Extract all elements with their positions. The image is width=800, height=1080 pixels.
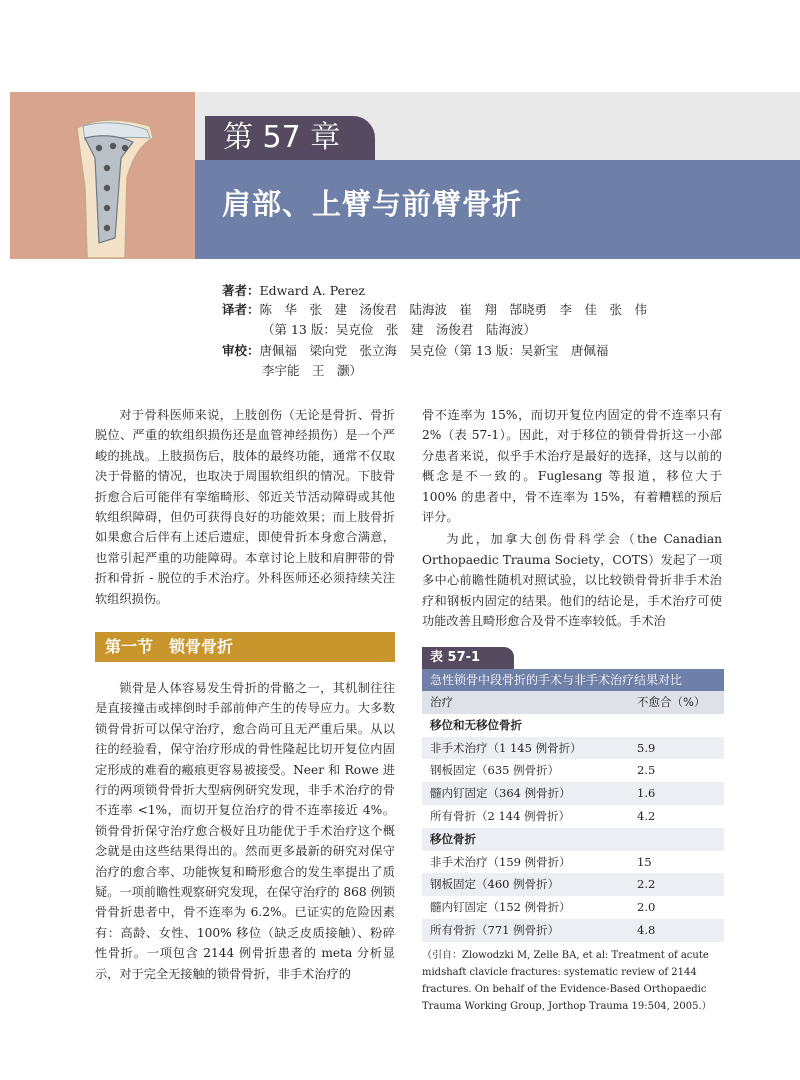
translator-line-2: （第 13 版：吴克俭 张 建 汤俊君 陆海波） bbox=[262, 322, 536, 337]
row-treatment: 非手术治疗（159 例骨折） bbox=[430, 854, 571, 869]
row-value: 4.8 bbox=[637, 922, 656, 937]
reviewer-line-2: 李宇能 王 灏） bbox=[262, 363, 363, 378]
author-label: 著者： bbox=[222, 283, 260, 298]
row-value: 2.2 bbox=[637, 877, 656, 892]
right-paragraph-2: 为此，加拿大创伤骨科学会（the Canadian Orthopaedic Trauma Society，COTS）发起了一项多中心前瞻性随机对照试验，以比较锁骨骨折非手术治疗和钢板内固定的结果。他们的结论是，手术治疗可使功能改善且畸形愈合及骨不连率较低。手术治 bbox=[422, 532, 722, 629]
row-value: 1.6 bbox=[637, 786, 656, 801]
right-column bbox=[422, 405, 722, 631]
table-label: 表 57-1 bbox=[422, 647, 514, 669]
row-value: 2.5 bbox=[637, 763, 656, 778]
table-row bbox=[422, 737, 724, 760]
reviewer-label: 审校： bbox=[222, 343, 260, 358]
table-source-note: （引自：Zlowodzki M, Zelle BA, et al: Treatment of acute midshaft clavicle fractures: systematic review of 2144 fractures. On behalf of the Evidence-Based Orthopaedic Trauma Working Group, Jorthop Trauma 19:504, 2005.） bbox=[422, 950, 712, 1012]
left-column-intro bbox=[95, 405, 395, 609]
table-row bbox=[422, 919, 724, 942]
table-header-row bbox=[422, 691, 724, 714]
chapter-number: 第 57 章 bbox=[205, 116, 375, 160]
reviewer-line bbox=[222, 341, 692, 360]
col-treatment-header: 治疗 bbox=[430, 695, 453, 709]
row-treatment: 钢板固定（635 例骨折） bbox=[430, 763, 560, 778]
author-name: Edward A. Perez bbox=[259, 283, 365, 298]
row-treatment: 非手术治疗（1 145 例骨折） bbox=[430, 740, 582, 755]
row-treatment: 所有骨折（771 例骨折） bbox=[430, 922, 560, 937]
row-value: 2.0 bbox=[637, 900, 656, 915]
author-line bbox=[222, 281, 692, 300]
left-column-section bbox=[95, 678, 395, 984]
col-nonunion-header: 不愈合（%） bbox=[637, 695, 706, 709]
table-row bbox=[422, 759, 724, 782]
translator-label: 译者： bbox=[222, 302, 260, 317]
bone-plate-illustration bbox=[55, 108, 175, 258]
table-row bbox=[422, 805, 724, 828]
row-value: 15 bbox=[637, 854, 652, 869]
intro-paragraph: 对于骨科医师来说，上肢创伤（无论是骨折、骨折脱位、严重的软组织损伤还是血管神经损伤）是一个严峻的挑战。上肢损伤后，肢体的最终功能，通常不仅取决于骨骼的情况，也取决于周围软组织的情况。下肢骨折愈合后可能伴有挛缩畸形、邻近关节活动障碍或其他软组织障碍，但仍可获得良好的功能效果；而上肢骨折如果愈合后伴有上述后遗症，即使骨折本身愈合满意，也常引起严重的功能障碍。本章讨论上肢和肩胛带的骨折和骨折 - 脱位的手术治疗。外科医师还必须持续关注软组织损伤。 bbox=[95, 408, 395, 606]
right-paragraph-1: 骨不连率为 15%，而切开复位内固定的骨不连率只有 2%（表 57-1）。因此，对于移位的锁骨骨折这一小部分患者来说，似乎手术治疗是最好的选择，这与以前的概念是不一致的。Fuglesang 等报道，移位大于 100% 的患者中，骨不连率为 15%，有着糟糕的预后评分。 bbox=[422, 408, 722, 525]
section-paragraph: 锁骨是人体容易发生骨折的骨骼之一，其机制往往是直接撞击或摔倒时手部前伸产生的传导应力。大多数锁骨骨折可以保守治疗，愈合尚可且无严重后果。从以往的经验看，保守治疗形成的骨性隆起比切开复位内固定形成的难看的瘢痕更容易被接受。Neer 和 Rowe 进行的两项锁骨骨折大型病例研究发现，非手术治疗的骨不连率 <1%，而切开复位治疗的骨不连率接近 4%。锁骨骨折保守治疗愈合极好且功能优于手术治疗这个概念就是由这些结果得出的。然而更多最新的研究对保守治疗的愈合率、功能恢复和畸形愈合的发生率提出了质疑。一项前瞻性观察研究发现，在保守治疗的 868 例锁骨骨折患者中，骨不连率为 6.2%。已证实的危险因素有：高龄、女性、100% 移位（缺乏皮质接触）、粉碎性骨折。一项包含 2144 例骨折患者的 meta 分析显示，对于完全无接触的锁骨骨折，非手术治疗的 bbox=[95, 681, 395, 981]
table-group-heading: 移位和无移位骨折 bbox=[422, 714, 724, 737]
table-row bbox=[422, 873, 724, 896]
row-treatment: 钢板固定（460 例骨折） bbox=[430, 877, 560, 892]
table-row bbox=[422, 851, 724, 874]
row-value: 4.2 bbox=[637, 808, 656, 823]
translator-names: 陈 华 张 建 汤俊君 陆海波 崔 翔 郜晓勇 李 佳 张 伟 bbox=[259, 302, 648, 317]
row-value: 5.9 bbox=[637, 740, 656, 755]
table-row bbox=[422, 782, 724, 805]
row-treatment: 所有骨折（2 144 例骨折） bbox=[430, 808, 571, 823]
section-heading: 第一节 锁骨骨折 bbox=[95, 632, 395, 662]
table-caption: 急性锁骨中段骨折的手术与非手术治疗结果对比 bbox=[422, 669, 724, 691]
row-treatment: 髓内钉固定（152 例骨折） bbox=[430, 900, 571, 915]
table-group-heading: 移位骨折 bbox=[422, 828, 724, 851]
row-treatment: 髓内钉固定（364 例骨折） bbox=[430, 786, 571, 801]
table-row bbox=[422, 896, 724, 919]
reviewer-names: 唐佩福 梁向党 张立海 吴克俭（第 13 版：吴新宝 唐佩福 bbox=[259, 343, 609, 358]
chapter-title: 肩部、上臂与前臂骨折 bbox=[222, 187, 523, 221]
translator-line bbox=[222, 300, 692, 319]
results-table bbox=[422, 691, 724, 942]
